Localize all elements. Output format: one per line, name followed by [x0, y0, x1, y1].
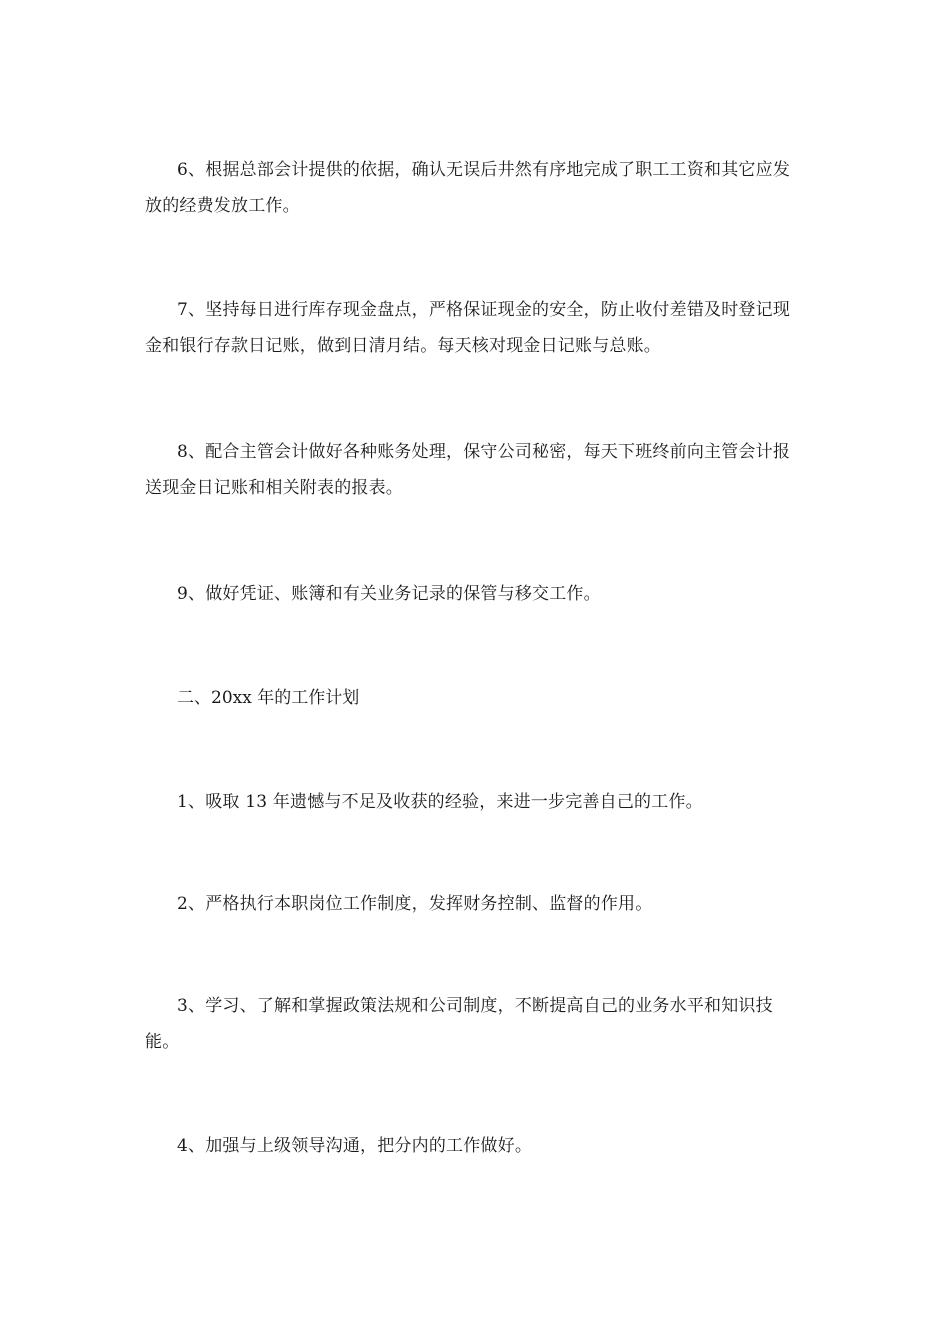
plan-item-3: 3、学习、了解和掌握政策法规和公司制度，不断提高自己的业务水平和知识技能。	[145, 996, 773, 1052]
section-heading: 二、20xx 年的工作计划	[177, 688, 360, 708]
plan-item-1: 1、吸取 13 年遗憾与不足及收获的经验，来进一步完善自己的工作。	[177, 792, 703, 812]
paragraph-item-9: 9、做好凭证、账簿和有关业务记录的保管与移交工作。	[177, 584, 601, 604]
paragraph-item-6: 6、根据总部会计提供的依据，确认无误后井然有序地完成了职工工资和其它应发放的经费发放工作。	[145, 160, 791, 216]
plan-item-4: 4、加强与上级领导沟通，把分内的工作做好。	[177, 1136, 533, 1156]
paragraph-item-8: 8、配合主管会计做好各种账务处理，保守公司秘密，每天下班终前向主管会计报送现金日记账和相关附表的报表。	[145, 442, 791, 498]
paragraph-item-7: 7、坚持每日进行库存现金盘点，严格保证现金的安全，防止收付差错及时登记现金和银行存款日记账，做到日清月结。每天核对现金日记账与总账。	[145, 300, 791, 356]
plan-item-2: 2、严格执行本职岗位工作制度，发挥财务控制、监督的作用。	[177, 894, 653, 914]
